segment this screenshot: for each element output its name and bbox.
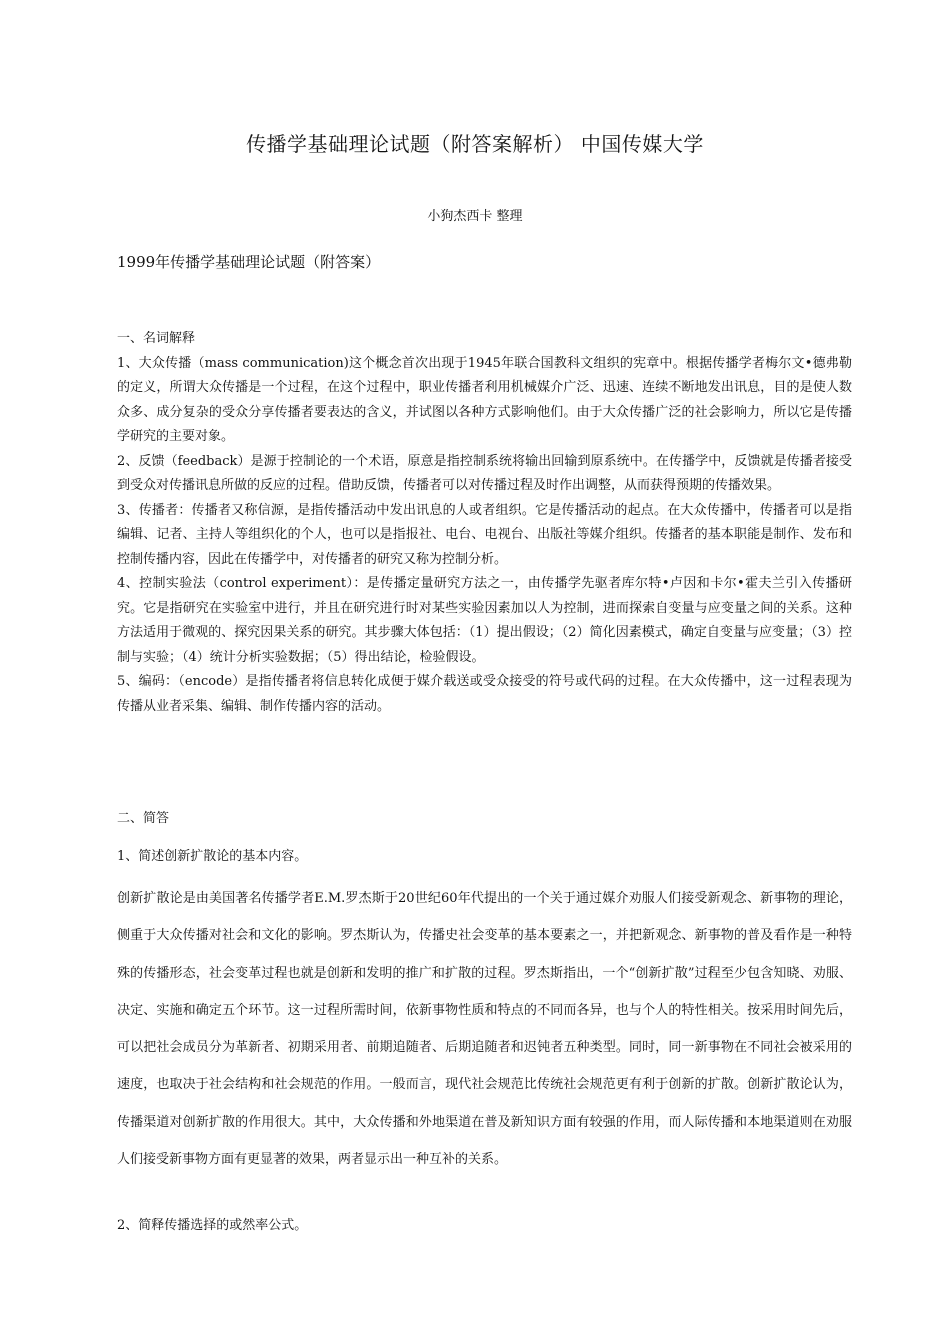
definition-item: 5、编码：（encode）是指传播者将信息转化成便于媒介载送或受众接受的符号或代码的过程。在大众传播中，这一过程表现为传播从业者采集、编辑、制作传播内容的活动。 (117, 674, 852, 714)
document-author: 小狗杰西卡 整理 (427, 209, 523, 224)
question: 2、简释传播选择的或然率公式。 (117, 1218, 308, 1234)
section-heading: 二、简答 (117, 811, 170, 826)
definition-item: 3、传播者：传播者又称信源，是指传播活动中发出讯息的人或者组织。它是传播活动的起点。在大众传播中，传播者可以是指编辑、记者、主持人等组织化的个人，也可以是指报社、电台、电视台、出版社等媒介组织。传播者的基本职能是制作、发布和控制传播内容，因此在传播学中，对传播者的研究又称为控制分析。 (117, 502, 852, 567)
answer-paragraph: 创新扩散论是由美国著名传播学者E.M.罗杰斯于20世纪60年代提出的一个关于通过媒介劝服人们接受新观念、新事物的理论，侧重于大众传播对社会和文化的影响。罗杰斯认为，传播史社会变革的基本要素之一，并把新观念、新事物的普及看作是一种特殊的传播形态，社会变革过程也就是创新和发明的推广和扩散的过程。罗杰斯指出，一个“创新扩散”过程至少包含知晓、劝服、决定、实施和确定五个环节。这一过程所需时间，依新事物性质和特点的不同而各异，也与个人的特性相关。按采用时间先后，可以把社会成员分为革新者、初期采用者、前期追随者、后期追随者和迟钝者五种类型。同时，同一新事物在不同社会被采用的速度，也取决于社会结构和社会规范的作用。一般而言，现代社会规范比传统社会规范更有利于创新的扩散。创新扩散论认为，传播渠道对创新扩散的作用很大。其中，大众传播和外地渠道在普及新知识方面有较强的作用，而人际传播和本地渠道则在劝服人们接受新事物方面有更显著的效果，两者显示出一种互补的关系。 (117, 891, 852, 1168)
section-heading: 一、名词解释 (117, 331, 196, 346)
exam-subtitle: 1999年传播学基础理论试题（附答案） (117, 253, 381, 271)
definition-item: 1、大众传播（mass communication)这个概念首次出现于1945年联合国教科文组织的宪章中。根据传播学者梅尔文•德弗勒的定义，所谓大众传播是一个过程，在这个过程中，职业传播者利用机械媒介广泛、迅速、连续不断地发出讯息，目的是使人数众多、成分复杂的受众分享传播者要表达的含义，并试图以各种方式影响他们。由于大众传播广泛的社会影响力，所以它是传播学研究的主要对象。 (117, 355, 852, 444)
question: 1、简述创新扩散论的基本内容。 (117, 849, 308, 864)
section-short-answer (117, 807, 852, 1238)
definition-item: 4、控制实验法（control experiment）：是传播定量研究方法之一，由传播学先驱者库尔特•卢因和卡尔•霍夫兰引入传播研究。它是指研究在实验室中进行，并且在研究进行时对某些实验因素加以人为控制，进而探索自变量与应变量之间的关系。这种方法适用于微观的、探究因果关系的研究。其步骤大体包括：（1）提出假设；（2）简化因素模式，确定自变量与应变量；（3）控制与实验；（4）统计分析实验数据；（5）得出结论，检验假设。 (117, 576, 852, 665)
definition-item: 2、反馈（feedback）是源于控制论的一个术语，原意是指控制系统将输出回输到原系统中。在传播学中，反馈就是传播者接受到受众对传播讯息所做的反应的过程。借助反馈，传播者可以对传播过程及时作出调整，从而获得预期的传播效果。 (117, 453, 852, 493)
document-title: 传播学基础理论试题（附答案解析） 中国传媒大学 (246, 132, 704, 156)
section-term-definitions (117, 327, 852, 719)
